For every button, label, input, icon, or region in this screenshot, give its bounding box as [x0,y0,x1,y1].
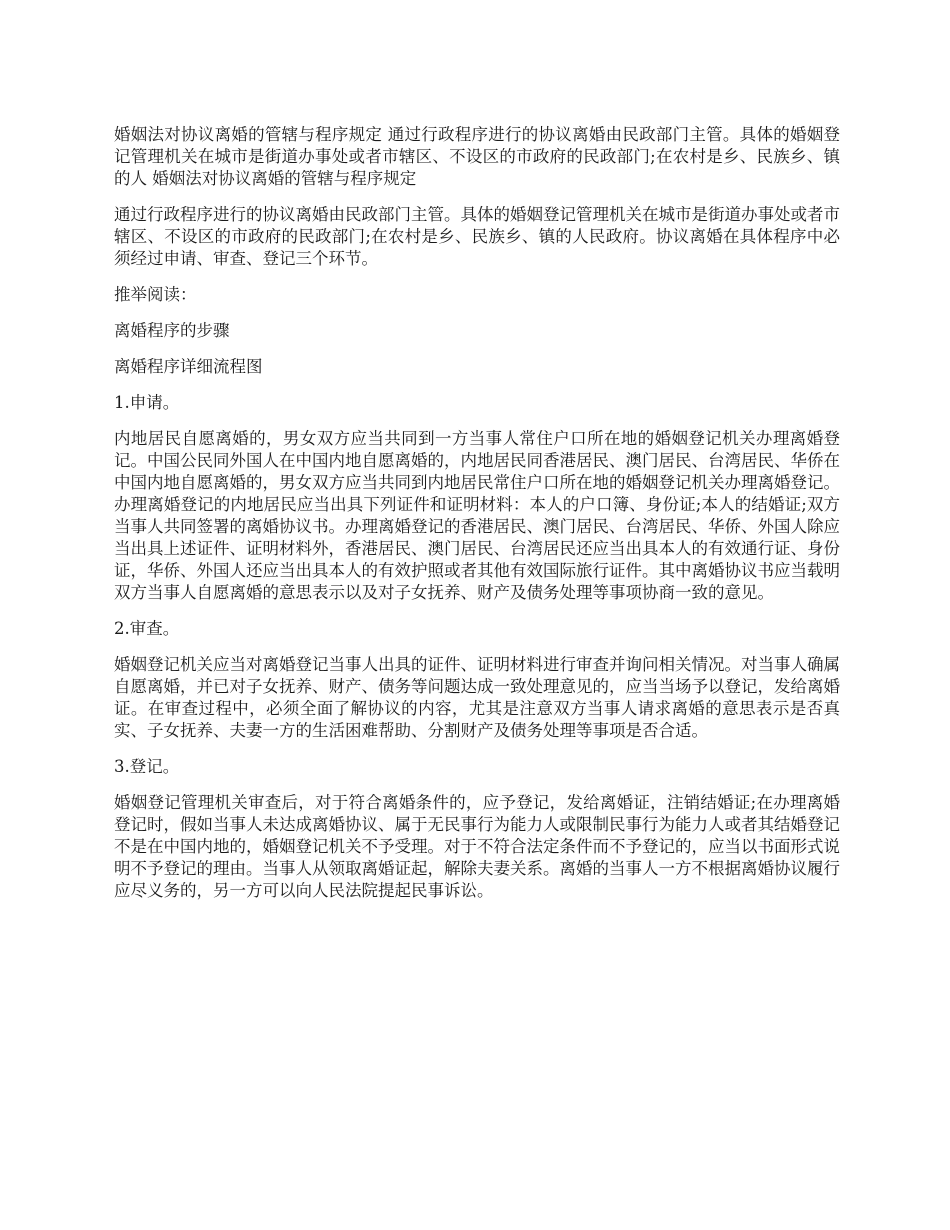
registration-paragraph: 婚姻登记管理机关审查后，对于符合离婚条件的，应予登记，发给离婚证，注销结婚证;在办理离婚登记时，假如当事人未达成离婚协议、属于无民事行为能力人或限制民事行为能力人或者其结婚登记不是在中国内地的，婚姻登记机关不予受理。对于不符合法定条件而不予登记的，应当以书面形式说明不予登记的理由。当事人从领取离婚证起，解除夫妻关系。离婚的当事人一方不根据离婚协议履行应尽义务的，另一方可以向人民法院提起民事诉讼。 [114,793,840,900]
review-paragraph: 婚姻登记机关应当对离婚登记当事人出具的证件、证明材料进行审查并询问相关情况。对当事人确属自愿离婚，并已对子女抚养、财产、债务等问题达成一致处理意见的，应当当场予以登记，发给离婚证。在审查过程中，必须全面了解协议的内容，尤其是注意双方当事人请求离婚的意思表示是否真实、子女抚养、夫妻一方的生活困难帮助、分割财产及债务处理等事项是否合适。 [114,655,840,740]
section-heading-review: 2.审查。 [114,619,180,638]
intro-paragraph: 婚姻法对协议离婚的管辖与程序规定 通过行政程序进行的协议离婚由民政部门主管。具体的婚姻登记管理机关在城市是街道办事处或者市辖区、不设区的市政府的民政部门;在农村是乡、民族乡、镇的人 婚姻法对协议离婚的管辖与程序规定 [114,125,840,188]
application-paragraph: 内地居民自愿离婚的，男女双方应当共同到一方当事人常住户口所在地的婚姻登记机关办理离婚登记。中国公民同外国人在中国内地自愿离婚的，内地居民同香港居民、澳门居民、台湾居民、华侨在中国内地自愿离婚的，男女双方应当共同到内地居民常住户口所在地的婚姻登记机关办理离婚登记。办理离婚登记的内地居民应当出具下列证件和证明材料：本人的户口簿、身份证;本人的结婚证;双方当事人共同签署的离婚协议书。办理离婚登记的香港居民、澳门居民、台湾居民、华侨、外国人除应当出具上述证件、证明材料外，香港居民、澳门居民、台湾居民还应当出具本人的有效通行证、身份证，华侨、外国人还应当出具本人的有效护照或者其他有效国际旅行证件。其中离婚协议书应当载明双方当事人自愿离婚的意思表示以及对子女抚养、财产及债务处理等事项协商一致的意见。 [114,429,840,602]
section-heading-registration: 3.登记。 [114,757,180,776]
recommended-link-divorce-steps[interactable]: 离婚程序的步骤 [114,321,230,340]
document-page [114,124,840,916]
section-heading-application: 1.申请。 [114,393,180,412]
recommended-reading-label: 推举阅读： [114,285,197,304]
recommended-link-divorce-flowchart[interactable]: 离婚程序详细流程图 [114,357,263,376]
overview-paragraph: 通过行政程序进行的协议离婚由民政部门主管。具体的婚姻登记管理机关在城市是街道办事处或者市辖区、不设区的市政府的民政部门;在农村是乡、民族乡、镇的人民政府。协议离婚在具体程序中必须经过申请、审查、登记三个环节。 [114,205,840,268]
